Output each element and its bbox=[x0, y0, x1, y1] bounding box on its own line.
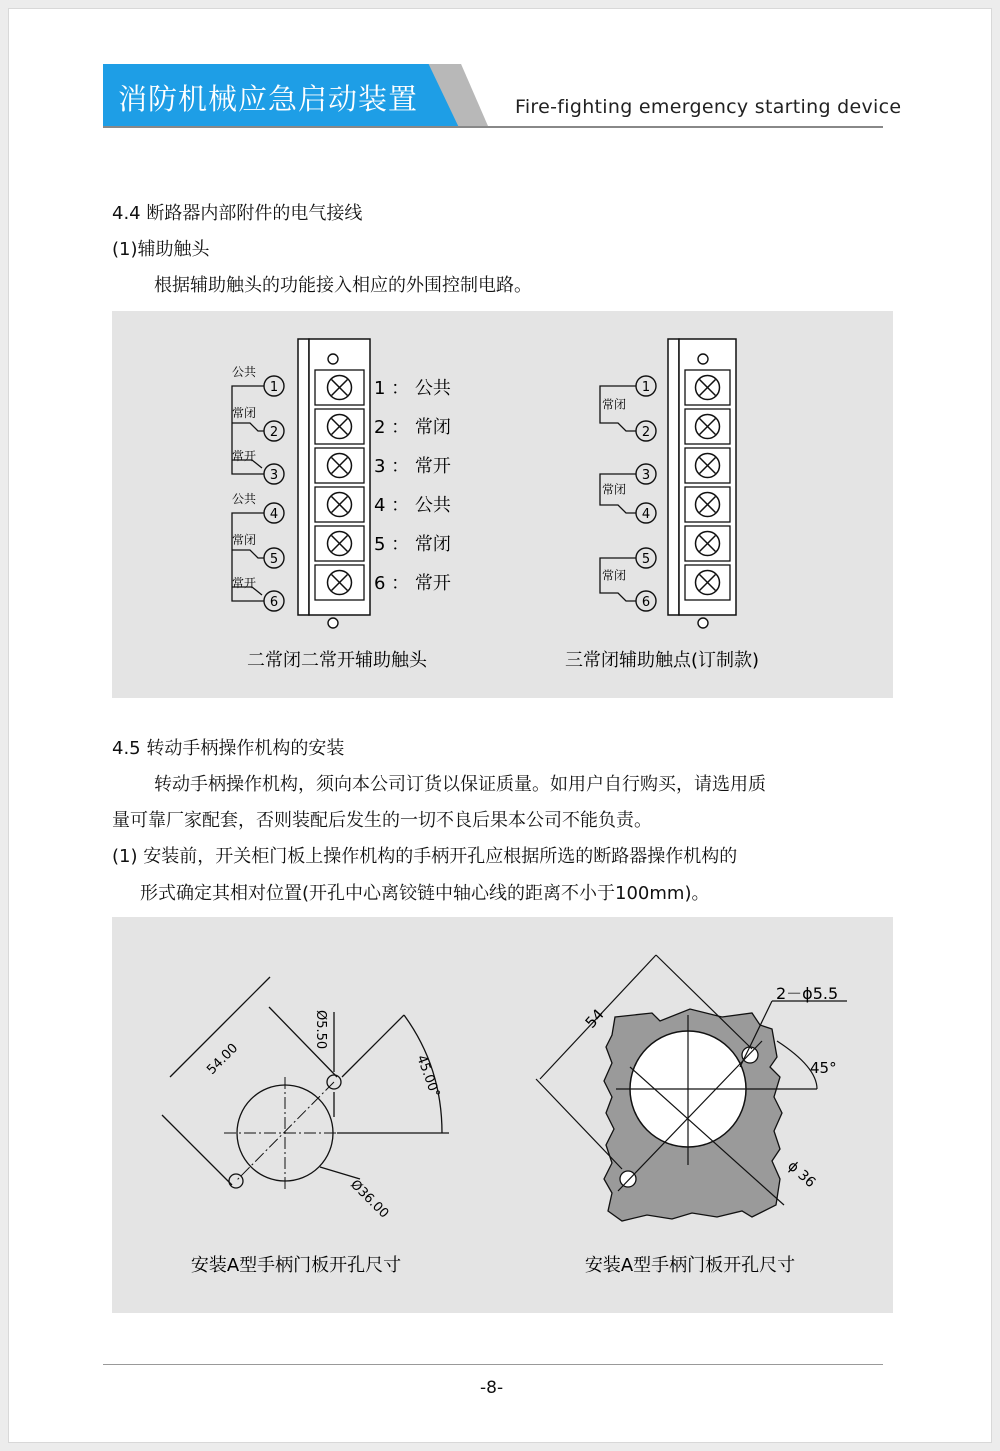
section-44-text: 根据辅助触头的功能接入相应的外围控制电路。 bbox=[154, 275, 532, 296]
left-terminal-block bbox=[298, 339, 370, 628]
terminal-label-6: 6 ： 常开 bbox=[374, 573, 451, 594]
terminal-label-5: 5 ： 常闭 bbox=[374, 534, 451, 555]
header-title-en: Fire-fighting emergency starting device bbox=[515, 96, 902, 118]
contact-sym-label: 常闭 bbox=[602, 568, 627, 583]
section-44-heading: 4.4 断路器内部附件的电气接线 bbox=[112, 203, 363, 224]
page-number: -8- bbox=[480, 1378, 504, 1398]
section-45-para1-line2: 量可靠厂家配套，否则装配后发生的一切不良后果本公司不能负责。 bbox=[112, 810, 652, 831]
contact-number: 6 bbox=[641, 595, 651, 610]
contact-sym-label: 常开 bbox=[232, 449, 257, 463]
right-small-hole-2 bbox=[620, 1171, 636, 1187]
contact-sym-label: 常闭 bbox=[232, 406, 257, 420]
right-dim-45: 45° bbox=[810, 1059, 837, 1077]
section-45-para1-line1: 转动手柄操作机构，须向本公司订货以保证质量。如用户自行购买，请选用质 bbox=[154, 774, 766, 795]
contact-sym-label: 常闭 bbox=[602, 397, 627, 412]
footer-rule bbox=[103, 1364, 883, 1365]
terminal-label-3: 3 ： 常开 bbox=[374, 456, 451, 477]
left-wiring-symbols bbox=[232, 364, 284, 611]
right-dim-54: 54 bbox=[581, 1005, 608, 1032]
contact-number: 5 bbox=[269, 552, 279, 567]
right-cutout-figure bbox=[536, 955, 847, 1221]
handle-cutout-panel bbox=[112, 917, 893, 1313]
left-contact-labels bbox=[374, 378, 451, 594]
contact-number: 2 bbox=[269, 425, 279, 440]
right-figure-caption: 安装A型手柄门板开孔尺寸 bbox=[584, 1255, 796, 1276]
left-figure-caption: 安装A型手柄门板开孔尺寸 bbox=[190, 1255, 402, 1276]
contact-sym-label: 常闭 bbox=[232, 533, 257, 547]
left-dim-45: 45.00° bbox=[413, 1053, 443, 1100]
right-dim-36: ϕ 36 bbox=[784, 1158, 819, 1192]
section-45-item1-line1: (1) 安装前，开关柜门板上操作机构的手柄开孔应根据所选的断路器操作机构的 bbox=[112, 846, 738, 867]
contact-number: 2 bbox=[641, 425, 651, 440]
contact-sym-label: 常闭 bbox=[602, 482, 627, 497]
contact-number: 1 bbox=[641, 380, 651, 395]
left-diagram-caption: 二常闭二常开辅助触头 bbox=[247, 650, 427, 671]
contact-number: 4 bbox=[641, 507, 651, 522]
contact-sym-label: 公共 bbox=[232, 365, 257, 379]
contact-sym-label: 常开 bbox=[232, 576, 257, 590]
right-dim-holes: 2－ϕ5.5 bbox=[776, 984, 839, 1003]
terminal-label-2: 2 ： 常闭 bbox=[374, 417, 451, 438]
left-small-hole-2 bbox=[229, 1174, 243, 1188]
wiring-diagram-panel bbox=[112, 311, 893, 698]
wiring-diagrams bbox=[112, 311, 893, 698]
contact-sym-label: 公共 bbox=[232, 492, 257, 506]
right-wiring-symbols bbox=[600, 376, 656, 611]
right-diagram-caption: 三常闭辅助触点(订制款) bbox=[564, 650, 760, 671]
contact-number: 1 bbox=[269, 380, 279, 395]
right-small-hole-1 bbox=[742, 1047, 758, 1063]
handle-cutout-figures bbox=[112, 917, 893, 1313]
contact-number: 4 bbox=[269, 507, 279, 522]
contact-number: 6 bbox=[269, 595, 279, 610]
contact-number: 5 bbox=[641, 552, 651, 567]
section-44-sub: (1)辅助触头 bbox=[112, 239, 210, 260]
left-dim-36: Ø36.00 bbox=[347, 1177, 392, 1222]
contact-number: 3 bbox=[269, 468, 279, 483]
left-dim-54: 54.00 bbox=[204, 1040, 242, 1078]
header-title-cn: 消防机械应急启动装置 bbox=[118, 82, 419, 116]
section-45-item1-line2: 形式确定其相对位置(开孔中心离铰链中轴心线的距离不小于100mm)。 bbox=[140, 883, 710, 904]
right-terminal-block bbox=[668, 339, 736, 628]
terminal-label-4: 4 ： 公共 bbox=[374, 495, 451, 516]
left-cutout-figure bbox=[162, 977, 449, 1189]
terminal-label-1: 1 ： 公共 bbox=[374, 378, 451, 399]
left-dim-550: Ø5.50 bbox=[313, 1010, 328, 1050]
header-rule bbox=[103, 126, 883, 128]
contact-number: 3 bbox=[641, 468, 651, 483]
section-45-heading: 4.5 转动手柄操作机构的安装 bbox=[112, 738, 345, 759]
